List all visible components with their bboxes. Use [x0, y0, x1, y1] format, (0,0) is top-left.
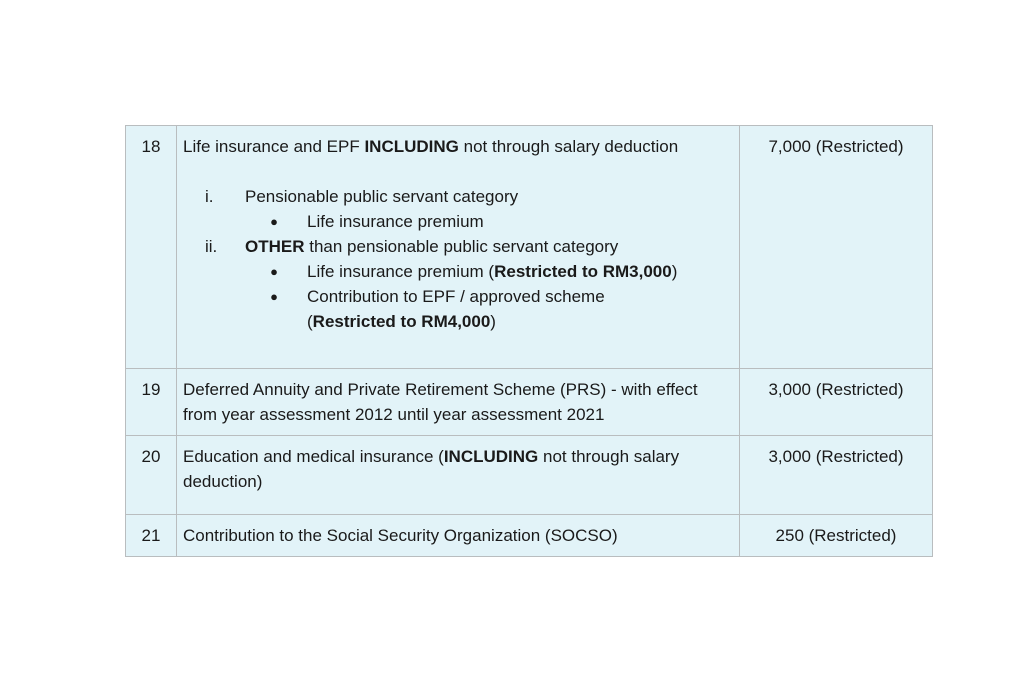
list-item: i. Pensionable public servant category: [183, 184, 733, 209]
bullet-icon: ●: [270, 214, 278, 229]
list-item: ● Life insurance premium (Restricted to RM3,000): [183, 259, 733, 284]
description-line: Life insurance and EPF INCLUDING not through salary deduction: [183, 137, 679, 156]
row-number: 21: [126, 515, 177, 557]
table-row: [126, 126, 933, 369]
row-description: Deferred Annuity and Private Retirement Scheme (PRS) - with effect from year assessment 2012 until year assessment 2021: [177, 369, 740, 436]
row-amount: 7,000 (Restricted): [740, 126, 933, 369]
emphasis-text: INCLUDING: [443, 447, 539, 466]
row-amount: 3,000 (Restricted): [740, 369, 933, 436]
row-number: 19: [126, 369, 177, 436]
row-description: Contribution to the Social Security Organization (SOCSO): [177, 515, 740, 557]
emphasis-text: Restricted to RM3,000: [494, 262, 672, 281]
emphasis-text: Restricted to RM4,000: [312, 312, 491, 331]
table-row: [126, 515, 933, 557]
bullet-icon: ●: [270, 264, 278, 279]
sub-category-list: [183, 184, 733, 334]
table-row: [126, 369, 933, 436]
roman-numeral: ii.: [205, 237, 218, 256]
emphasis-text: OTHER: [245, 237, 305, 256]
row-number: 20: [126, 436, 177, 515]
row-amount: 3,000 (Restricted): [740, 436, 933, 515]
table-row: [126, 436, 933, 515]
tax-relief-table: [125, 125, 933, 557]
row-description: Education and medical insurance (INCLUDING not through salary deduction): [177, 436, 740, 515]
list-item: ii. OTHER than pensionable public servant category: [183, 234, 733, 259]
roman-numeral: i.: [205, 187, 214, 206]
emphasis-text: INCLUDING: [364, 137, 459, 156]
list-item: ● Life insurance premium: [183, 209, 733, 234]
row-amount: 250 (Restricted): [740, 515, 933, 557]
list-item: ● Contribution to EPF / approved scheme (Restricted to RM4,000): [183, 284, 733, 334]
row-description: [177, 126, 740, 369]
row-number: 18: [126, 126, 177, 369]
bullet-icon: ●: [270, 289, 278, 304]
